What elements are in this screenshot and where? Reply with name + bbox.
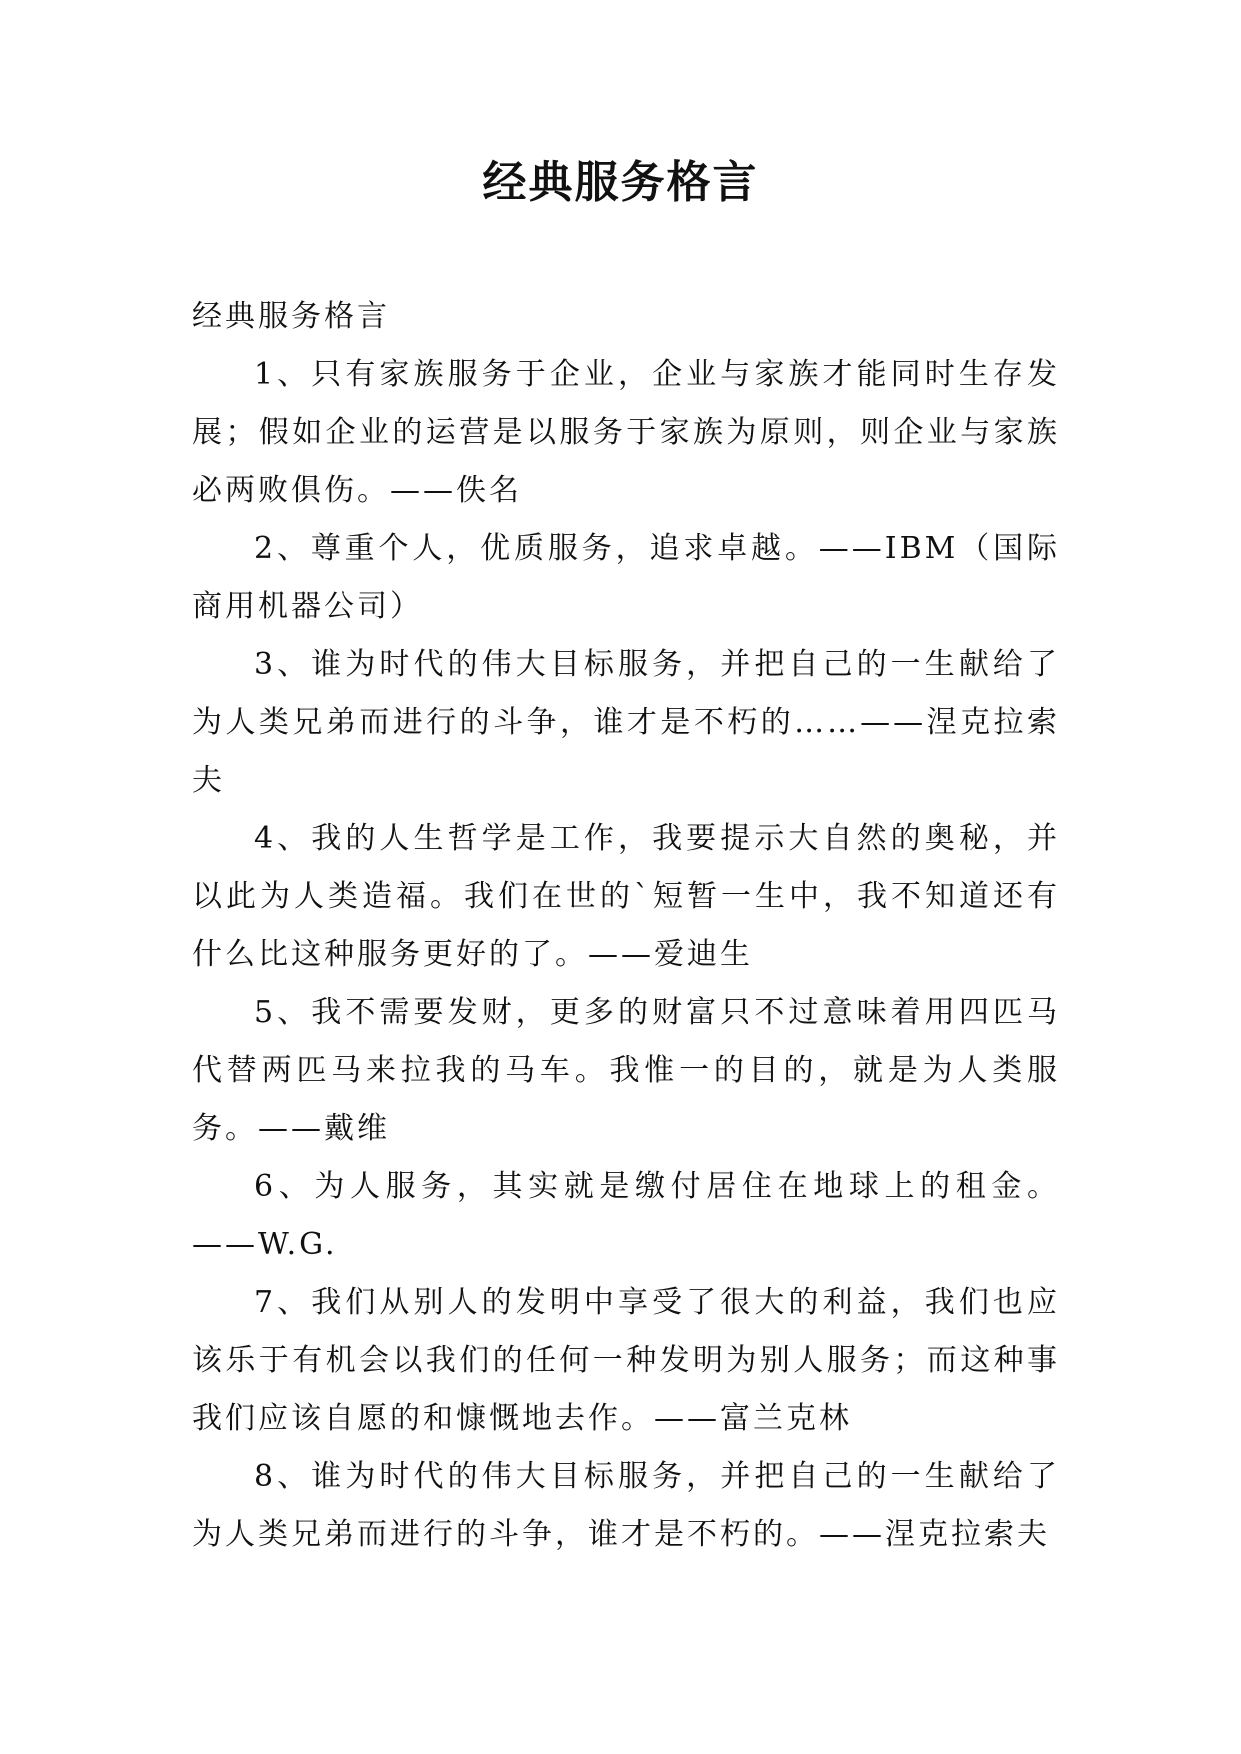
document-title: 经典服务格言	[482, 157, 759, 208]
quote-paragraph-6: 6、为人服务，其实就是缴付居住在地球上的租金。——W.G.	[192, 1169, 1060, 1262]
document-subtitle: 经典服务格言	[192, 299, 390, 334]
quote-paragraph-2: 2、尊重个人，优质服务，追求卓越。——IBM（国际商用机器公司）	[192, 531, 1060, 624]
quote-paragraph-1: 1、只有家族服务于企业，企业与家族才能同时生存发展；假如企业的运营是以服务于家族为原则，则企业与家族必两败俱伤。——佚名	[192, 357, 1060, 508]
document-body	[192, 288, 1060, 1564]
quote-paragraph-4: 4、我的人生哲学是工作，我要提示大自然的奥秘，并以此为人类造福。我们在世的`短暂一生中，我不知道还有什么比这种服务更好的了。——爱迪生	[192, 821, 1060, 972]
quote-paragraph-7: 7、我们从别人的发明中享受了很大的利益，我们也应该乐于有机会以我们的任何一种发明为别人服务；而这种事我们应该自愿的和慷慨地去作。——富兰克林	[192, 1285, 1060, 1436]
quote-paragraph-5: 5、我不需要发财，更多的财富只不过意味着用四匹马代替两匹马来拉我的马车。我惟一的目的，就是为人类服务。——戴维	[192, 995, 1060, 1146]
quote-paragraph-3: 3、谁为时代的伟大目标服务，并把自己的一生献给了为人类兄弟而进行的斗争，谁才是不朽的……——涅克拉索夫	[192, 647, 1060, 798]
quote-paragraph-8: 8、谁为时代的伟大目标服务，并把自己的一生献给了为人类兄弟而进行的斗争，谁才是不朽的。——涅克拉索夫	[192, 1459, 1060, 1552]
